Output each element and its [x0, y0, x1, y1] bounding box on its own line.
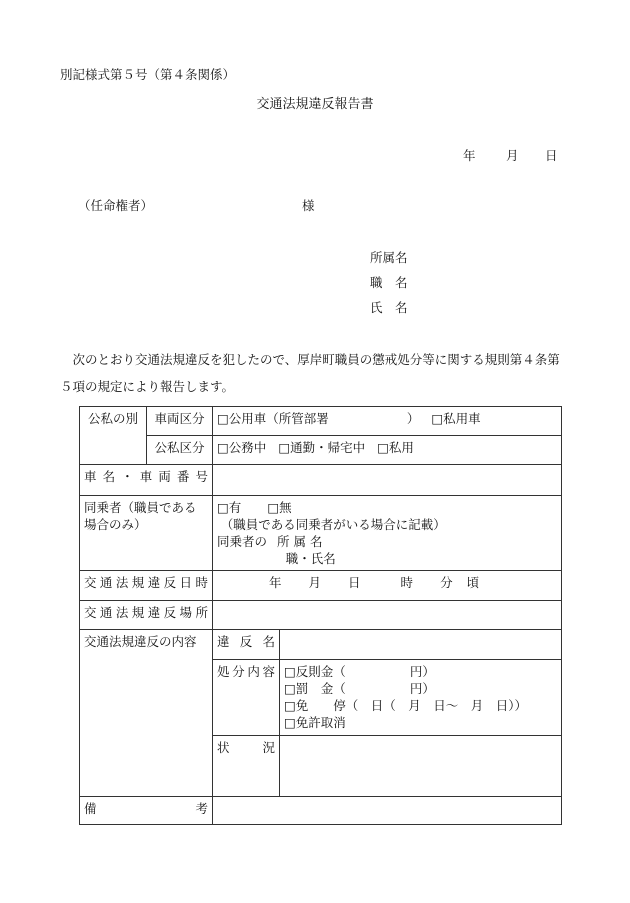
violation-name-value[interactable]: [280, 630, 562, 660]
vehicle-type-label: 車両区分: [147, 407, 213, 436]
place-label: 交通法規違反場所: [80, 601, 213, 630]
passenger-note: （職員である同乗者がいる場合に記載）: [220, 517, 446, 532]
situation-value[interactable]: [280, 736, 562, 797]
reporter-affiliation: 所属名: [370, 250, 408, 265]
date-month: 月: [506, 148, 519, 163]
dt-day: 日: [348, 575, 361, 590]
disp-revocation-option[interactable]: □免許取消: [284, 715, 346, 730]
row-place: [80, 601, 562, 630]
disposition-label: 処分内容: [213, 660, 280, 736]
passenger-affiliation-line: [217, 533, 557, 550]
situation-label: 状況: [213, 736, 280, 797]
row-passenger: [80, 496, 562, 571]
passenger-presence: [217, 499, 557, 516]
recipient-appointer: （任命権者）: [78, 198, 154, 213]
passenger-of-label: 同乗者の: [217, 534, 268, 549]
remarks-label: 備考: [80, 797, 213, 825]
document-title: 交通法規違反報告書: [256, 97, 374, 112]
violation-name-label: 違反名: [213, 630, 280, 660]
dt-approx: 頃: [466, 575, 480, 590]
content-label: 交通法規違反の内容: [80, 630, 213, 797]
passenger-label: 同乗者（職員である場合のみ）: [80, 496, 213, 571]
passenger-affiliation-label: 所 属 名: [277, 534, 323, 549]
date-day: 日: [545, 148, 558, 163]
reporter-name: 氏 名: [370, 300, 408, 315]
place-value[interactable]: [213, 601, 562, 630]
dt-minute: 分: [440, 575, 453, 590]
usage-private-option[interactable]: □私用: [377, 440, 414, 455]
disp-penalty-line: [284, 680, 557, 697]
row-vehicle-type: [80, 407, 562, 436]
usage-work-option[interactable]: □公務中: [217, 440, 267, 455]
disp-fine-line: [284, 663, 557, 680]
row-car-name: [80, 465, 562, 496]
disp-suspension-option[interactable]: □免 停（ 日（ 月 日～ 月 日））: [284, 698, 528, 713]
report-table: [79, 406, 562, 825]
body-text: 次のとおり交通法規違反を犯したので、厚岸町職員の懲戒処分等に関する規則第４条第５項の規定により報告します。: [60, 352, 560, 394]
form-number-label: 別記様式第５号（第４条関係）: [60, 67, 236, 82]
car-name-label: 車名・車両番号: [80, 465, 213, 496]
vehicle-private-option[interactable]: □私用車: [431, 411, 481, 426]
vehicle-type-options: [213, 407, 562, 436]
datetime-value[interactable]: [213, 571, 562, 601]
disp-penalty-yen: 円）: [409, 681, 435, 696]
vehicle-paren-close: ）: [406, 411, 420, 426]
car-name-value[interactable]: [213, 465, 562, 496]
disp-fine-yen: 円）: [409, 664, 435, 679]
public-private-label: 公私の別: [80, 407, 147, 465]
date-year: 年: [463, 148, 476, 163]
disp-penalty-option[interactable]: □罰 金（: [284, 681, 346, 696]
row-remarks: [80, 797, 562, 825]
remarks-value[interactable]: [213, 797, 562, 825]
recipient-honorific: 様: [302, 198, 315, 213]
dt-hour: 時: [400, 575, 414, 590]
row-usage-type: [80, 436, 562, 465]
passenger-position-name-label: 職・氏名: [285, 551, 336, 566]
usage-type-options: [213, 436, 562, 465]
row-violation-name: [80, 630, 562, 660]
passenger-no-option[interactable]: □無: [267, 500, 292, 515]
usage-commute-option[interactable]: □通勤・帰宅中: [278, 440, 366, 455]
datetime-label: 交通法規違反日時: [80, 571, 213, 601]
usage-type-label: 公私区分: [147, 436, 213, 465]
dt-month: 月: [308, 575, 322, 590]
passenger-details: [213, 496, 562, 571]
disp-fine-option[interactable]: □反則金（: [284, 664, 346, 679]
reporter-position: 職 名: [370, 275, 408, 290]
passenger-yes-option[interactable]: □有: [217, 500, 242, 515]
row-datetime: [80, 571, 562, 601]
vehicle-public-option[interactable]: □公用車（所管部署: [217, 411, 329, 426]
dt-year: 年: [269, 575, 282, 590]
disposition-options: [280, 660, 562, 736]
